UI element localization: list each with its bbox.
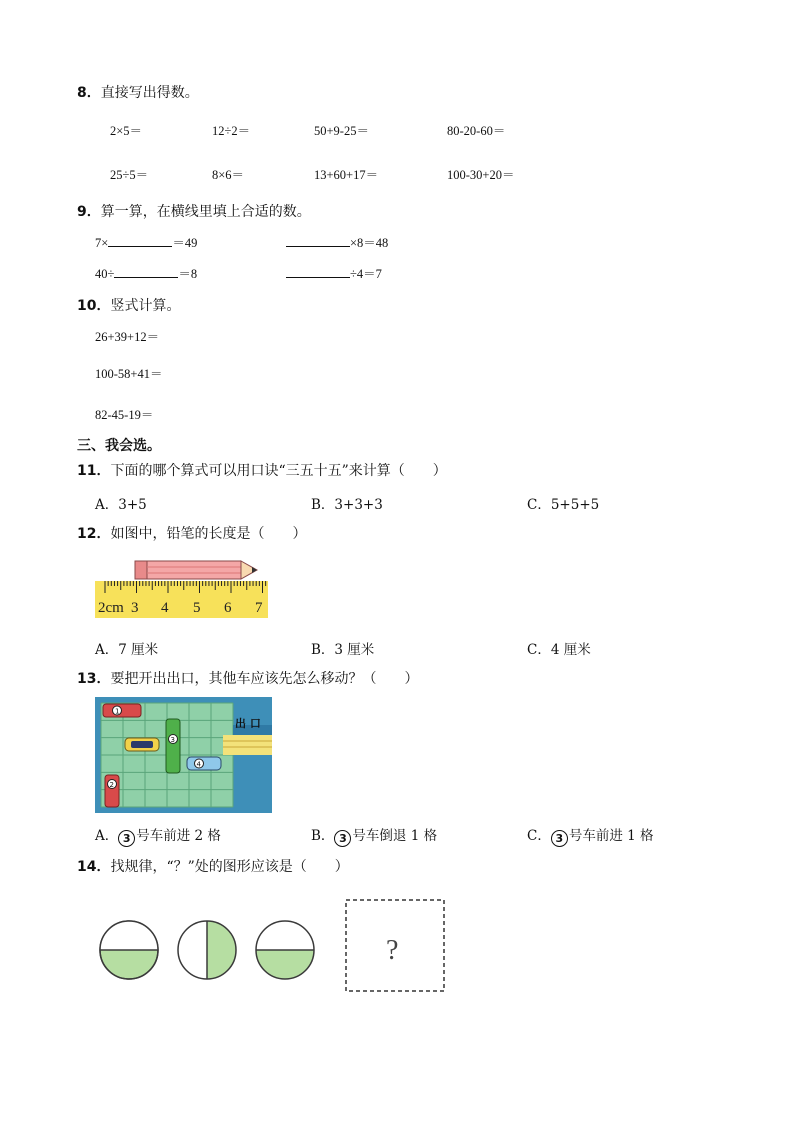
ruler-label: 6	[224, 600, 232, 616]
pencil-ruler-figure	[95, 555, 270, 621]
q11-title: 11．下面的哪个算式可以用口诀“三五十五”来计算（ ）	[77, 463, 447, 479]
q8-item: 50+9-25＝	[314, 124, 369, 138]
circled-number: 3	[118, 830, 135, 847]
q8-title: 8．直接写出得数。	[77, 85, 199, 101]
q8-item: 8×6＝	[212, 168, 245, 182]
ruler-label: 5	[193, 600, 201, 616]
q9-title: 9．算一算，在横线里填上合适的数。	[77, 204, 311, 220]
section-heading: 三、我会选。	[77, 438, 161, 454]
q12-option-b[interactable]: B．3 厘米	[311, 642, 375, 658]
q12-title: 12．如图中，铅笔的长度是（ ）	[77, 526, 307, 542]
q10-title: 10．竖式计算。	[77, 298, 181, 314]
q11-option-b[interactable]: B．3+3+3	[311, 497, 383, 513]
q8-item: 2×5＝	[110, 124, 143, 138]
q10-item: 100-58+41＝	[95, 367, 163, 381]
q14-title: 14．找规律，“？”处的图形应该是（ ）	[77, 859, 349, 875]
ruler-label: 3	[131, 600, 139, 616]
circled-number: 3	[551, 830, 568, 847]
q11-option-c[interactable]: C．5+5+5	[527, 497, 600, 513]
q8-item: 25÷5＝	[110, 168, 149, 182]
ruler-label: 7	[255, 600, 263, 616]
pencil-eraser	[135, 561, 147, 579]
q13-option-b[interactable]: B． 3 号车倒退 1 格	[311, 828, 438, 845]
q9-item-d: ÷4＝7	[286, 264, 382, 282]
q9-item-c: 40÷ ＝8	[95, 267, 198, 281]
q9-item-b: ×8＝48	[286, 233, 388, 251]
q8-item: 13+60+17＝	[314, 168, 379, 182]
svg-text:4: 4	[196, 760, 201, 769]
answer-blank[interactable]	[108, 234, 172, 247]
q12-option-a[interactable]: A．7 厘米	[95, 642, 159, 658]
q10-item: 82-45-19＝	[95, 408, 154, 422]
q8-item: 12÷2＝	[212, 124, 251, 138]
q8-item: 80-20-60＝	[447, 124, 506, 138]
parking-puzzle-figure	[95, 697, 272, 813]
svg-text:2: 2	[109, 781, 114, 789]
q12-option-c[interactable]: C．4 厘米	[527, 642, 591, 658]
q11-option-a[interactable]: A．3+5	[95, 497, 147, 513]
q9-item-a: 7× ＝49	[95, 236, 198, 250]
svg-text:3: 3	[170, 736, 175, 744]
answer-blank[interactable]	[286, 234, 350, 247]
answer-blank[interactable]	[114, 265, 178, 278]
ruler-label: 2cm	[98, 600, 124, 616]
exit-lane	[223, 735, 272, 755]
q10-item: 26+39+12＝	[95, 330, 160, 344]
exit-label: 出 口	[235, 717, 261, 730]
q13-option-a[interactable]: A． 3 号车前进 2 格	[95, 828, 221, 845]
pencil-body	[147, 561, 241, 579]
svg-text:1: 1	[115, 707, 120, 716]
answer-blank[interactable]	[286, 265, 350, 278]
pattern-figure	[95, 893, 450, 998]
question-mark: ?	[386, 935, 399, 966]
q13-title: 13．要把开出出口，其他车应该先怎么移动？（ ）	[77, 671, 419, 687]
q8-item: 100-30+20＝	[447, 168, 515, 182]
q13-option-c[interactable]: C． 3 号车前进 1 格	[527, 828, 654, 845]
car-3	[166, 719, 180, 773]
ruler-label: 4	[161, 600, 169, 616]
circled-number: 3	[334, 830, 351, 847]
